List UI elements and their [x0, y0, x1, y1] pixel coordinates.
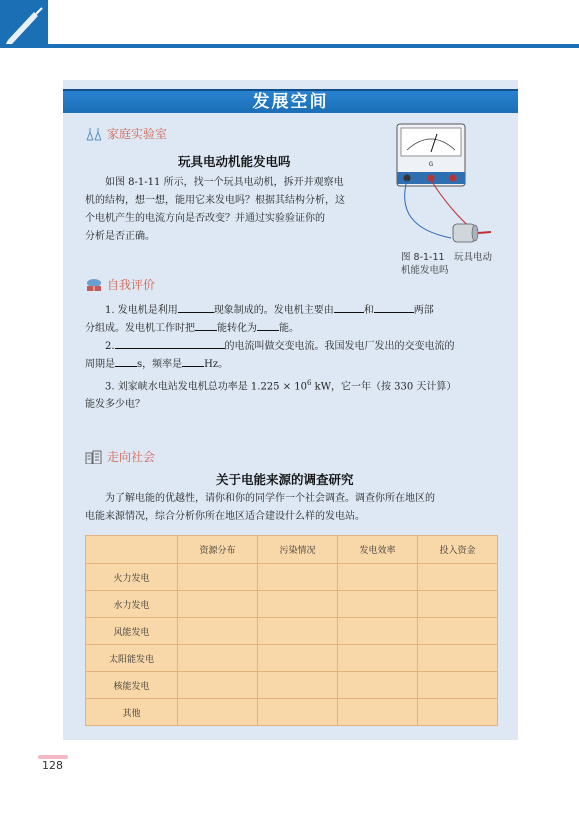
table-cell[interactable]	[338, 564, 418, 591]
table-cell[interactable]	[258, 618, 338, 645]
question-2-cont	[85, 356, 495, 374]
survey-table	[85, 535, 498, 726]
table-cell[interactable]	[258, 564, 338, 591]
question-2	[85, 338, 495, 356]
table-cell[interactable]	[178, 591, 258, 618]
table-cell[interactable]	[418, 564, 498, 591]
table-cell[interactable]	[418, 672, 498, 699]
row-label: 太阳能发电	[86, 645, 178, 672]
answer-blank[interactable]	[115, 338, 225, 349]
flask-icon	[85, 127, 103, 141]
answer-blank[interactable]	[182, 356, 204, 367]
table-cell[interactable]	[338, 672, 418, 699]
table-header: 投入资金	[418, 536, 498, 564]
table-cell[interactable]	[418, 699, 498, 726]
society-text	[85, 490, 505, 526]
answer-blank[interactable]	[374, 302, 414, 313]
lab-heading-label: 家庭实验室	[107, 127, 168, 141]
caption-line: 机能发电吗	[401, 265, 449, 276]
lab-title: 玩具电动机能发电吗	[178, 154, 291, 169]
table-cell[interactable]	[338, 699, 418, 726]
table-header: 发电效率	[338, 536, 418, 564]
table-row	[86, 564, 498, 591]
table-cell[interactable]	[418, 591, 498, 618]
pencil-icon	[0, 0, 48, 48]
society-heading-label: 走向社会	[107, 450, 156, 464]
table-cell[interactable]	[178, 699, 258, 726]
q1-text: 1. 发电机是利用	[105, 305, 178, 316]
table-cell[interactable]	[178, 672, 258, 699]
self-eval-heading	[85, 276, 155, 293]
q2-text: s，频率是	[137, 359, 183, 370]
page-number: 128	[42, 759, 63, 772]
q1-text: 现象制成的。发电机主要由	[213, 305, 334, 316]
society-title: 关于电能来源的调查研究	[216, 472, 354, 487]
table-header	[86, 536, 178, 564]
table-row	[86, 645, 498, 672]
row-label: 其他	[86, 699, 178, 726]
table-cell[interactable]	[178, 564, 258, 591]
q2-text: 的电流叫做交变电流。我国发电厂发出的交变电流的	[224, 341, 455, 352]
answer-blank[interactable]	[334, 302, 364, 313]
self-eval-text	[85, 302, 495, 414]
q1-text: 分组成。发电机工作时把	[85, 323, 195, 334]
table-cell[interactable]	[258, 699, 338, 726]
table-cell[interactable]	[258, 591, 338, 618]
q3-exponent: 6	[307, 379, 312, 387]
table-cell[interactable]	[178, 645, 258, 672]
table-cell[interactable]	[258, 672, 338, 699]
q1-text: 两部	[413, 305, 434, 316]
society-heading	[85, 448, 155, 465]
table-header: 污染情况	[258, 536, 338, 564]
lab-line: 如图 8-1-11 所示，找一个玩具电动机，拆开并观察电	[105, 177, 344, 188]
table-row	[86, 591, 498, 618]
header-rule	[48, 44, 579, 48]
table-cell[interactable]	[338, 591, 418, 618]
q2-text: Hz。	[204, 359, 229, 370]
caption-line: 图 8-1-11 玩具电动	[401, 252, 493, 263]
lab-line: 机的结构，想一想，能用它来发电吗？根据其结构分析，这	[85, 195, 345, 206]
figure-caption	[401, 251, 511, 277]
answer-blank[interactable]	[257, 320, 279, 331]
lab-text	[85, 174, 385, 246]
lab-line: 分析是否正确。	[85, 231, 155, 242]
answer-blank[interactable]	[115, 356, 137, 367]
row-label: 火力发电	[86, 564, 178, 591]
corner-logo	[0, 0, 48, 48]
society-line: 电能来源情况，综合分析你所在地区适合建设什么样的发电站。	[85, 511, 365, 522]
answer-blank[interactable]	[195, 320, 217, 331]
page-title: 发展空间	[63, 89, 518, 113]
table-cell[interactable]	[258, 645, 338, 672]
table-cell[interactable]	[338, 618, 418, 645]
lab-heading	[85, 125, 167, 142]
q2-text: 周期是	[85, 359, 115, 370]
table-cell[interactable]	[418, 618, 498, 645]
question-3	[85, 374, 495, 396]
building-icon	[85, 450, 103, 464]
row-label: 核能发电	[86, 672, 178, 699]
table-cell[interactable]	[418, 645, 498, 672]
answer-blank[interactable]	[178, 302, 214, 313]
row-label: 水力发电	[86, 591, 178, 618]
table-cell[interactable]	[338, 645, 418, 672]
row-label: 风能发电	[86, 618, 178, 645]
q1-text: 和	[363, 305, 374, 316]
society-line: 为了解电能的优越性，请你和你的同学作一个社会调查。调查你所在地区的	[105, 493, 435, 504]
page-header	[0, 0, 579, 48]
meter-dial-label: G	[428, 161, 434, 168]
book-icon	[85, 278, 103, 292]
content-panel	[63, 80, 518, 740]
question-3-cont: 能发多少电？	[85, 399, 145, 411]
q3-text: kW，它一年（按 330 天计算）	[311, 381, 457, 393]
question-1-cont	[85, 320, 495, 338]
question-1	[85, 302, 495, 320]
q1-text: 能转化为	[217, 323, 257, 334]
galvanometer-figure	[391, 120, 506, 250]
q3-text: 3. 刘家峡水电站发电机总功率是 1.225 × 10	[105, 381, 307, 393]
lab-line: 个电机产生的电流方向是否改变？并通过实验验证你的	[85, 213, 325, 224]
q1-text: 能。	[279, 323, 299, 334]
table-row	[86, 699, 498, 726]
table-row	[86, 672, 498, 699]
q2-text: 2.	[105, 341, 115, 352]
table-row	[86, 618, 498, 645]
table-cell[interactable]	[178, 618, 258, 645]
table-header: 资源分布	[178, 536, 258, 564]
self-eval-heading-label: 自我评价	[107, 278, 156, 292]
table-header-row	[86, 536, 498, 564]
